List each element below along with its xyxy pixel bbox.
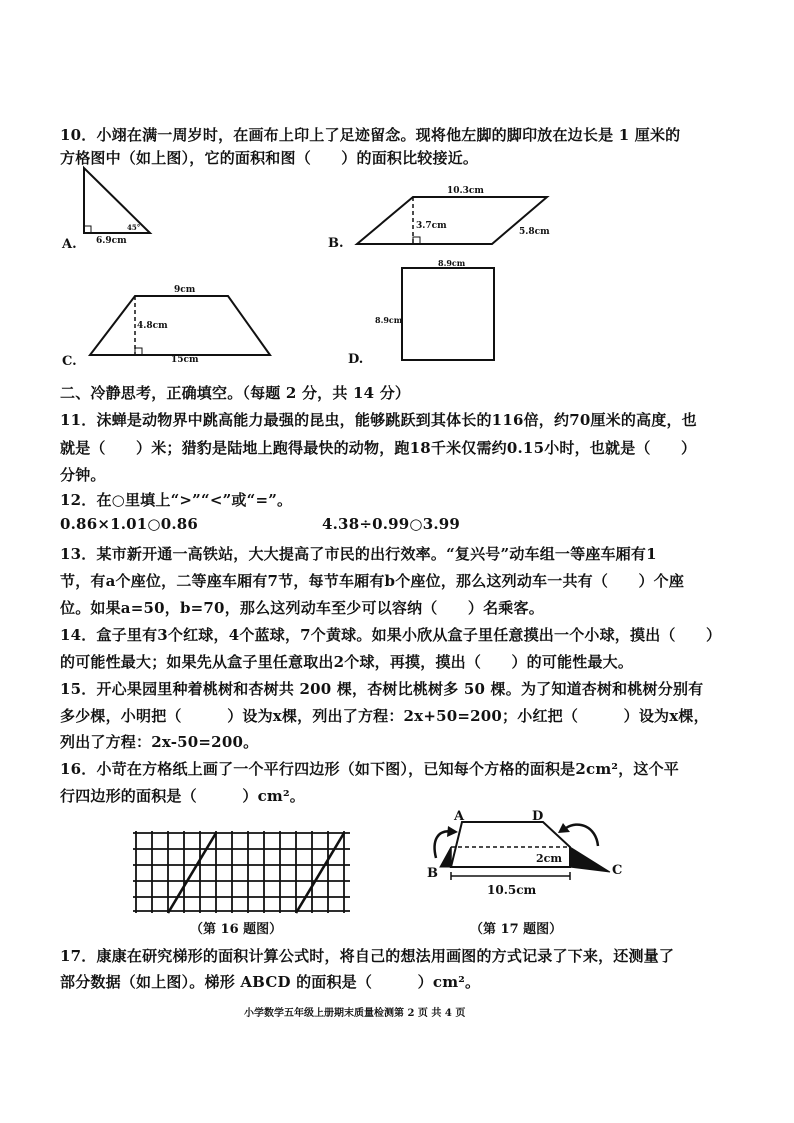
q15-line1: 15．开心果园里种着桃树和杏树共 200 棵，杏树比桃树多 50 棵。为了知道杏树和桃树分别有: [60, 680, 704, 698]
q13-line2: 节，有a个座位，二等座车厢有7节，每节车厢有b个座位，那么这列动车一共有（ ）个座: [60, 572, 685, 590]
q17-line2: 部分数据（如上图）。梯形 ABCD 的面积是（ ）cm²。: [60, 973, 481, 991]
option-b-height: 3.7cm: [416, 221, 447, 231]
fig17-shaded-triangles: [440, 847, 610, 872]
fig17-height-label: 2cm: [536, 852, 562, 865]
fig17-label-c: C: [612, 863, 623, 878]
q16-line1: 16．小苛在方格纸上画了一个平行四边形（如下图），已知每个方格的面积是2cm²，这个平: [60, 760, 679, 778]
fig17-base-bracket: [451, 872, 570, 880]
option-b-label: B.: [328, 236, 344, 251]
q11-line3: 分钟。: [60, 466, 106, 484]
option-a-angle: 45°: [127, 223, 141, 232]
q11-line2: 就是（ ）米；猎豹是陆地上跑得最快的动物，跑18千米仅需约0.15小时，也就是（ ）: [60, 439, 697, 457]
q17-line1: 17．康康在研究梯形的面积计算公式时，将自己的想法用画图的方式记录了下来，还测量了: [60, 947, 675, 965]
q11-line1: 11．沫蝉是动物界中跳高能力最强的昆虫，能够跳跃到其体长的116倍，约70厘米的高度，也: [60, 411, 697, 429]
fig17-label-a: A: [454, 809, 465, 824]
q13-line1: 13．某市新开通一高铁站，大大提高了市民的出行效率。“复兴号”动车组一等座车厢有1: [60, 545, 657, 563]
option-c-top: 9cm: [174, 285, 196, 295]
q10-line2: 方格图中（如上图），它的面积和图（ ）的面积比较接近。: [60, 149, 479, 167]
fig17-base-label: 10.5cm: [487, 883, 537, 897]
option-a-base: 6.9cm: [96, 236, 127, 246]
option-d-top: 8.9cm: [438, 258, 466, 268]
fig17-label-d: D: [532, 809, 544, 824]
page-footer: 小学数学五年级上册期末质量检测第 2 页 共 4 页: [244, 1008, 466, 1019]
q15-line3: 列出了方程：2x-50=200。: [60, 733, 259, 751]
q12-line1: 12．在○里填上“>”“<”或“=”。: [60, 491, 293, 509]
option-c-label: C.: [62, 354, 77, 369]
fig17-label-b: B: [427, 866, 438, 881]
q15-line2: 多少棵，小明把（ ）设为x棵，列出了方程：2x+50=200；小红把（ ）设为x棵，: [60, 707, 709, 725]
option-c-bottom: 15cm: [171, 355, 199, 365]
q13-line3: 位。如果a=50，b=70，那么这列动车至少可以容纳（ ）名乘客。: [60, 599, 544, 617]
option-c-height: 4.8cm: [137, 321, 168, 331]
figure-d-square: [402, 268, 494, 360]
fig16-parallelogram: [168, 833, 344, 913]
fig17-caption: （第 17 题图）: [470, 922, 563, 937]
q16-line2: 行四边形的面积是（ ）cm²。: [60, 787, 305, 805]
fig16-grid: [133, 831, 350, 913]
q10-line1: 10．小翊在满一周岁时，在画布上印上了足迹留念。现将他左脚的脚印放在边长是 1 厘米的: [60, 126, 681, 144]
fig16-caption: （第 16 题图）: [190, 922, 283, 937]
q12-expr1: 0.86×1.01○0.86: [60, 515, 199, 533]
figure-c-trapezoid: [90, 296, 270, 355]
option-a-label: A.: [62, 237, 77, 252]
option-d-side: 8.9cm: [375, 315, 403, 325]
section2-heading: 二、冷静思考，正确填空。（每题 2 分，共 14 分）: [60, 384, 411, 402]
option-d-label: D.: [348, 352, 364, 367]
q12-expr2: 4.38÷0.99○3.99: [322, 515, 461, 533]
q14-line1: 14．盒子里有3个红球，4个蓝球，7个黄球。如果小欣从盒子里任意摸出一个小球，摸出（ ）: [60, 626, 722, 644]
option-b-side: 5.8cm: [519, 227, 550, 237]
q14-line2: 的可能性最大；如果先从盒子里任意取出2个球，再摸，摸出（ ）的可能性最大。: [60, 653, 634, 671]
option-b-top: 10.3cm: [447, 186, 484, 196]
